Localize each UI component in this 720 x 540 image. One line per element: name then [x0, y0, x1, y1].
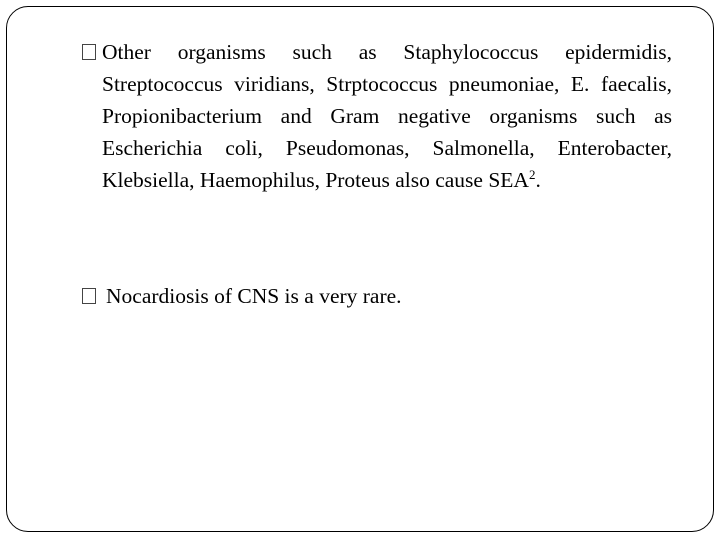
missing-glyph-box-icon — [82, 288, 96, 304]
bullet-item-nocardiosis — [82, 280, 672, 312]
bullet-text: Other organisms such as Staphylococcus epidermidis, Streptococcus viridians, Strptococcus pneumoniae, E. faecalis, Propionibacterium and Gram negative organisms such as Escherichia coli, Pseudomonas, Salmonella, Enterobacter, Klebsiella, Haemophilus, Proteus also cause SEA — [102, 40, 672, 192]
citation-superscript: 2 — [528, 167, 536, 182]
slide-content — [82, 36, 672, 312]
missing-glyph-box-icon — [82, 44, 96, 60]
bullet-text: Nocardiosis of CNS is a very rare. — [106, 284, 402, 308]
bullet-suffix: . — [535, 168, 541, 192]
bullet-item-organisms — [82, 36, 672, 196]
